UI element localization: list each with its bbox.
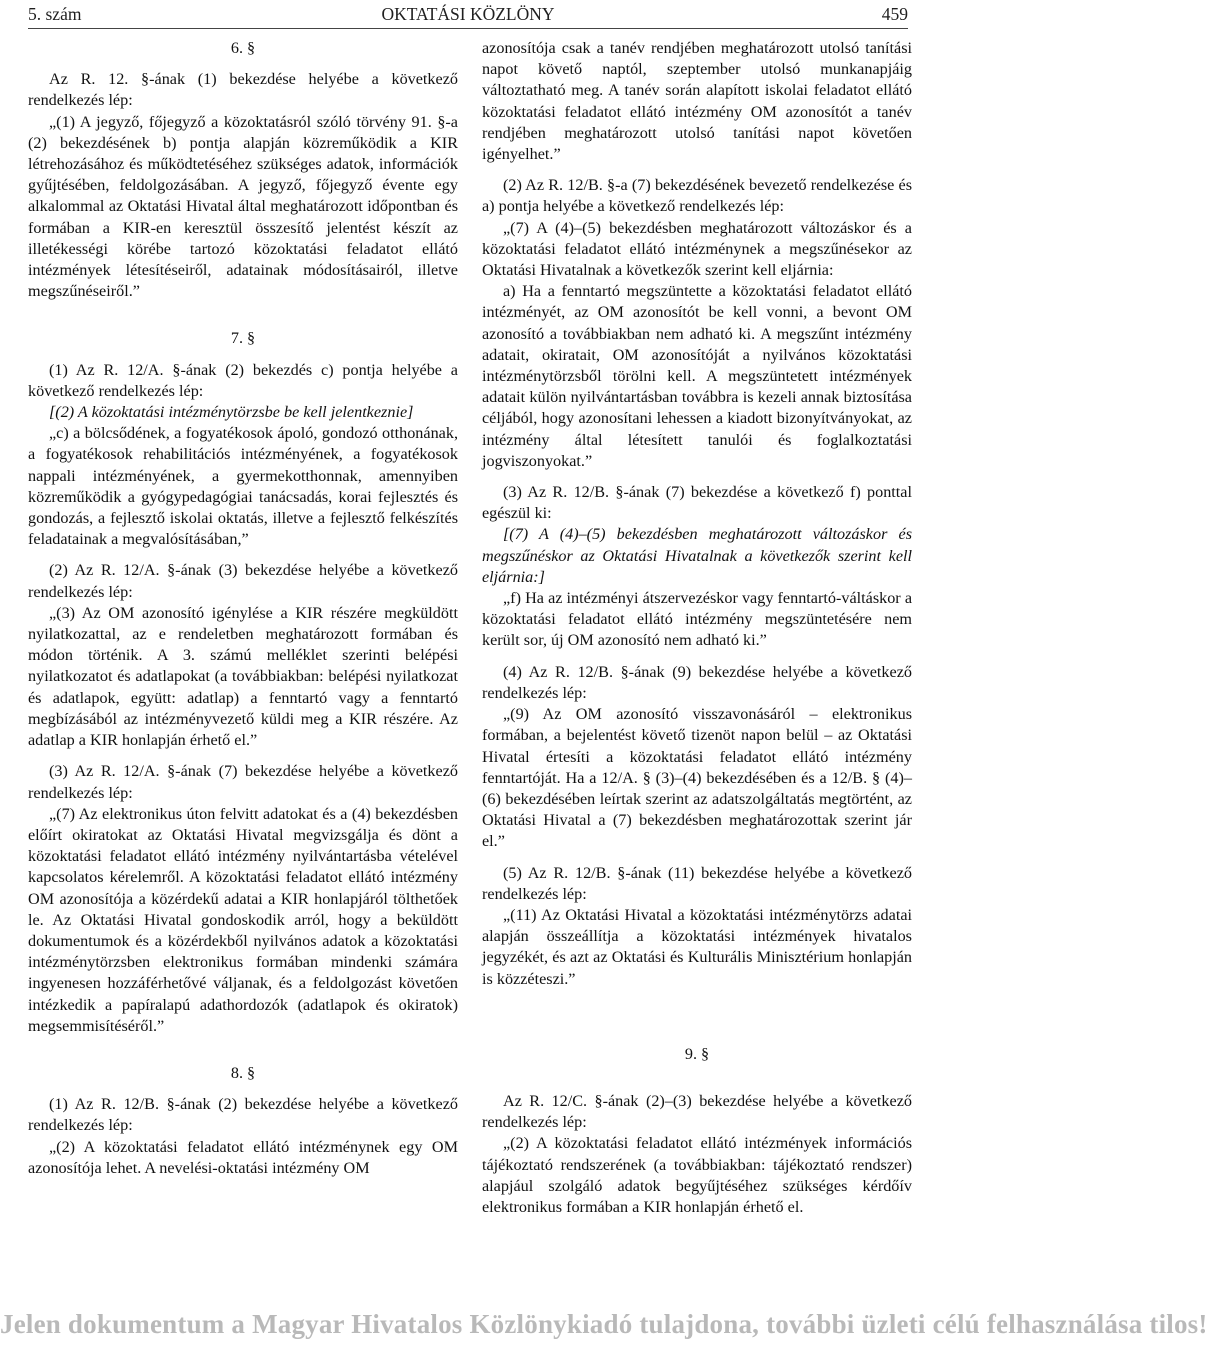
- right-paragraph: „f) Ha az intézményi átszervezéskor vagy fenntartó-váltáskor a közoktatási feladatot ellátó intézmény megszüntetésére nem került sor, új OM azonosító nem adható ki.”: [482, 589, 912, 650]
- right-paragraph: „(7) A (4)–(5) bekezdésben meghatározott változáskor és a közoktatási feladatot ellátó intézménynek a megszűnésekor az Oktatási Hivatalnak a következők szerint kell eljárnia:: [482, 218, 912, 280]
- right-section-heading: 9. §: [684, 1044, 710, 1063]
- left-paragraph: Az R. 12. §-ának (1) bekezdése helyébe a következő rendelkezés lép:: [28, 70, 458, 110]
- right-paragraph: (3) Az R. 12/B. §-ának (7) bekezdése a következő f) ponttal egészül ki:: [482, 483, 912, 523]
- right-paragraph: azonosítója csak a tanév rendjében meghatározott utolsó tanítási napot követő naptól, szeptember utolsó munkanapjáig változtatható meg. A tanév során alapított iskolai feladatot ellátó közoktatási feladatot ellátó intézmény OM azonosítót a tanév rendjében meghatározott utolsó tanítási napot követően igényelhet.”: [482, 39, 912, 164]
- issue-number: 5. szám: [28, 4, 82, 24]
- header-rule: [28, 28, 908, 29]
- right-paragraph: „(11) Az Oktatási Hivatal a közoktatási intézménytörzs adatai alapján összeállítja a közoktatási intézmények hivatalos jegyzékét, és azt az Oktatási és Kulturális Minisztérium honlapján is közzéteszi.”: [482, 905, 912, 988]
- left-column: [28, 38, 458, 1179]
- page-header: [28, 4, 908, 28]
- right-column: [482, 38, 912, 1218]
- right-paragraph: „(9) Az OM azonosító visszavonásáról – elektronikus formában, a bejelentést követő tizenöt napon belül – az Oktatási Hivatal értesíti a közoktatási feladatot ellátó intézmény fenntartóját. Ha a 12/A. § (3)–(4) bekezdésében és a 12/B. § (4)–(6) bekezdésében leírtak szerint az adatszolgáltatás megtörtént, az Oktatási Hivatal a (7) bekezdésben meghatározottak szerint jár el.”: [482, 705, 912, 851]
- left-paragraph: „c) a bölcsődének, a fogyatékosok ápoló, gondozó otthonának, a fogyatékosok rehabilitációs intézményének, a fogyatékosok nappali intézményének, a gyermekotthonnak, amennyiben közreműködik a gyógypedagógiai tanácsadás, korai fejlesztés és gondozás, a fejlesztő iskolai oktatás, illetve a fejlesztő felkészítés feladatainak a megvalósításában,”: [28, 424, 458, 549]
- left-paragraph: (1) Az R. 12/B. §-ának (2) bekezdése helyébe a következő rendelkezés lép:: [28, 1095, 458, 1135]
- right-paragraph: a) Ha a fenntartó megszüntette a közoktatási feladatot ellátó intézményét, az OM azonosítót be kell vonni, a bevont OM azonosító a továbbiakban nem adható ki. A megszűnt intézmény adatait, okiratait, OM azonosítóját a nyilvános közoktatási intézménytörzsből törölni kell. A megszüntetett intézmények adatait külön nyilvántartásban továbbra is kezeli annak biztosítása céljából, hogy azonosítani lehessen a kiadott bizonyítványokat, az intézmény által létesített tanulói és foglalkoztatási jogviszonyokat.”: [482, 282, 912, 470]
- left-paragraph: [(2) A közoktatási intézménytörzsbe be kell jelentkeznie]: [49, 403, 414, 422]
- left-section-heading: 8. §: [230, 1063, 256, 1082]
- footer-watermark: Jelen dokumentum a Magyar Hivatalos Közlönykiadó tulajdona, további üzleti célú felhasználása tilos!: [0, 1309, 1208, 1339]
- right-paragraph: (2) Az R. 12/B. §-a (7) bekezdésének bevezető rendelkezése és a) pontja helyébe a következő rendelkezés lép:: [482, 176, 912, 216]
- right-paragraph: (5) Az R. 12/B. §-ának (11) bekezdése helyébe a következő rendelkezés lép:: [482, 863, 912, 903]
- left-section-heading: 6. §: [230, 39, 256, 57]
- right-paragraph: [(7) A (4)–(5) bekezdésben meghatározott változáskor és megszűnéskor az Oktatási Hivatalnak a következők szerint kell eljárnia:]: [482, 525, 912, 586]
- left-paragraph: „(7) Az elektronikus úton felvitt adatokat és a (4) bekezdésben előírt okiratokat az Oktatási Hivatal megvizsgálja és dönt a közoktatási feladatot ellátó intézmény nyilvántartásba vételével kapcsolatos kérelemről. A közoktatási feladatot ellátó intézmény OM azonosítója a közérdekű adatai a KIR honlapjáról tölthetőek le. Az Oktatási Hivatal gondoskodik arról, hogy a beküldött dokumentumok és a közérdekből nyilvános adatok a közoktatási intézménytörzsben elektronikus formában mindenki számára ingyenesen hozzáférhetővé váljanak, és a feldolgozást követően intézkedik a papíralapú adathordozók (adatlapok és okiratok) megsemmisítéséről.”: [28, 804, 458, 1035]
- journal-title: OKTATÁSI KÖZLÖNY: [381, 4, 555, 24]
- right-paragraph: Az R. 12/C. §-ának (2)–(3) bekezdése helyébe a következő rendelkezés lép:: [482, 1091, 912, 1132]
- right-paragraph: (4) Az R. 12/B. §-ának (9) bekezdése helyébe a következő rendelkezés lép:: [482, 662, 912, 702]
- left-paragraph: „(2) A közoktatási feladatot ellátó intézménynek egy OM azonosítója lehet. A nevelési-oktatási intézmény OM: [28, 1137, 458, 1177]
- left-paragraph: (2) Az R. 12/A. §-ának (3) bekezdése helyébe a következő rendelkezés lép:: [28, 561, 458, 601]
- left-paragraph: „(3) Az OM azonosító igénylése a KIR részére megküldött nyilatkozattal, az e rendeletben meghatározott formában és módon történik. A 3. számú melléklet szerinti belépési nyilatkozatot és adatlapokat (a továbbiakban: belépési nyilatkozat és adatlapok, együtt: adatlap) a fenntartó vagy a fenntartó megbízásából az intézményvezető küldi meg a KIR részére. Az adatlap a KIR honlapján érhető el.”: [28, 603, 458, 750]
- left-paragraph: „(1) A jegyző, főjegyző a közoktatásról szóló törvény 91. §-a (2) bekezdésének b) pontja alapján közreműködik a KIR létrehozásához és működtetéséhez szükséges adatok, információk gyűjtésében, feldolgozásában. A jegyző, főjegyző évente egy alkalommal az Oktatási Hivatal által meghatározott időpontban és formában a KIR-en keresztül összesítő jelentést készít az illetékességi körébe tartozó közoktatási feladatot ellátó intézmények létesítéseiről, adatainak módosításairól, illetve megszűnéseiről.”: [28, 112, 458, 301]
- left-paragraph: (3) Az R. 12/A. §-ának (7) bekezdése helyébe a következő rendelkezés lép:: [28, 762, 458, 802]
- page-number: 459: [881, 4, 908, 24]
- left-paragraph: (1) Az R. 12/A. §-ának (2) bekezdés c) pontja helyébe a következő rendelkezés lép:: [28, 360, 458, 400]
- left-section-heading: 7. §: [230, 329, 256, 348]
- right-paragraph: „(2) A közoktatási feladatot ellátó intézmények információs tájékoztató rendszerének (a továbbiakban: tájékoztató rendszer) alapjául szolgáló adatok begyűjtéséhez szükséges kérdőív elektronikus formában a KIR honlapján érhető el.: [482, 1134, 912, 1216]
